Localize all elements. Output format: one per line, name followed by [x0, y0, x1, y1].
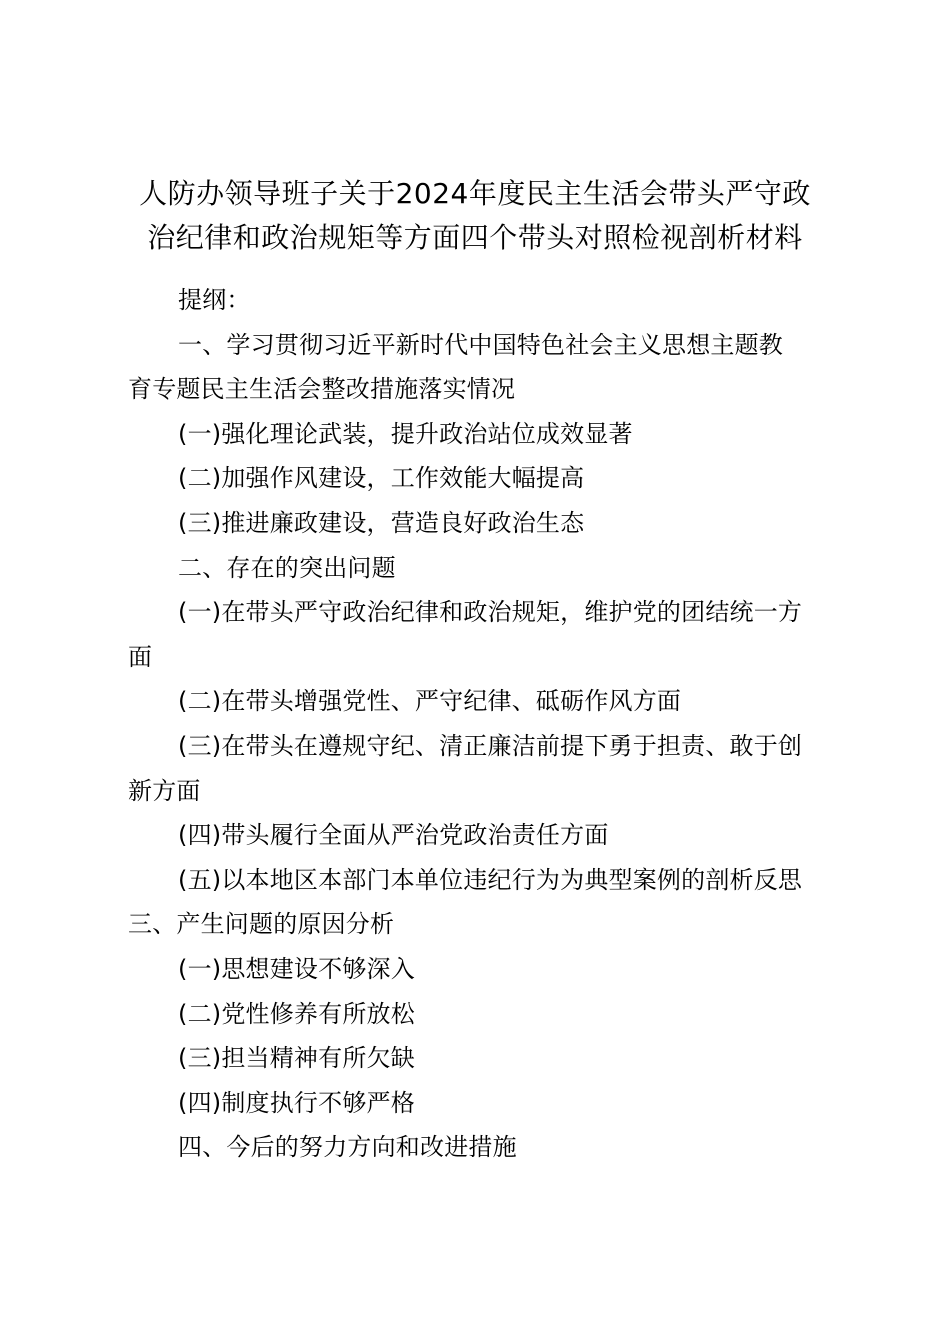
- outline-item: (一)思想建设不够深入: [178, 954, 415, 983]
- outline-item: (二)在带头增强党性、严守纪律、砥砺作风方面: [178, 687, 682, 716]
- section-heading-3: 三、产生问题的原因分析: [128, 910, 395, 939]
- section-heading-1: 一、学习贯彻习近平新时代中国特色社会主义思想主题教: [178, 330, 783, 359]
- outline-item: (二)加强作风建设，工作效能大幅提高: [178, 464, 585, 493]
- outline-item-cont: 新方面: [128, 776, 201, 805]
- outline-item-cont: 面: [128, 642, 153, 671]
- section-heading-4: 四、今后的努力方向和改进措施: [178, 1133, 517, 1162]
- outline-item: (五)以本地区本部门本单位违纪行为为典型案例的剖析反思: [178, 865, 803, 894]
- outline-item: (一)强化理论武装，提升政治站位成效显著: [178, 419, 633, 448]
- document-title: [120, 172, 830, 260]
- outline-label: 提纲：: [178, 286, 251, 314]
- title-line-1: 人防办领导班子关于2024年度民主生活会带头严守政: [139, 177, 811, 210]
- outline-item: (二)党性修养有所放松: [178, 999, 415, 1028]
- document-body: [128, 278, 828, 1170]
- section-heading-2: 二、存在的突出问题: [178, 553, 396, 582]
- outline-item: (三)在带头在遵规守纪、清正廉洁前提下勇于担责、敢于创: [178, 731, 803, 760]
- outline-item: (一)在带头严守政治纪律和政治规矩，维护党的团结统一方: [178, 598, 803, 627]
- outline-item: (三)担当精神有所欠缺: [178, 1044, 415, 1073]
- section-heading-1-cont: 育专题民主生活会整改措施落实情况: [128, 375, 516, 404]
- outline-item: (四)制度执行不够严格: [178, 1088, 415, 1117]
- outline-item: (四)带头履行全面从严治党政治责任方面: [178, 821, 609, 850]
- outline-item: (三)推进廉政建设，营造良好政治生态: [178, 508, 585, 537]
- title-line-2: 治纪律和政治规矩等方面四个带头对照检视剖析材料: [147, 221, 803, 254]
